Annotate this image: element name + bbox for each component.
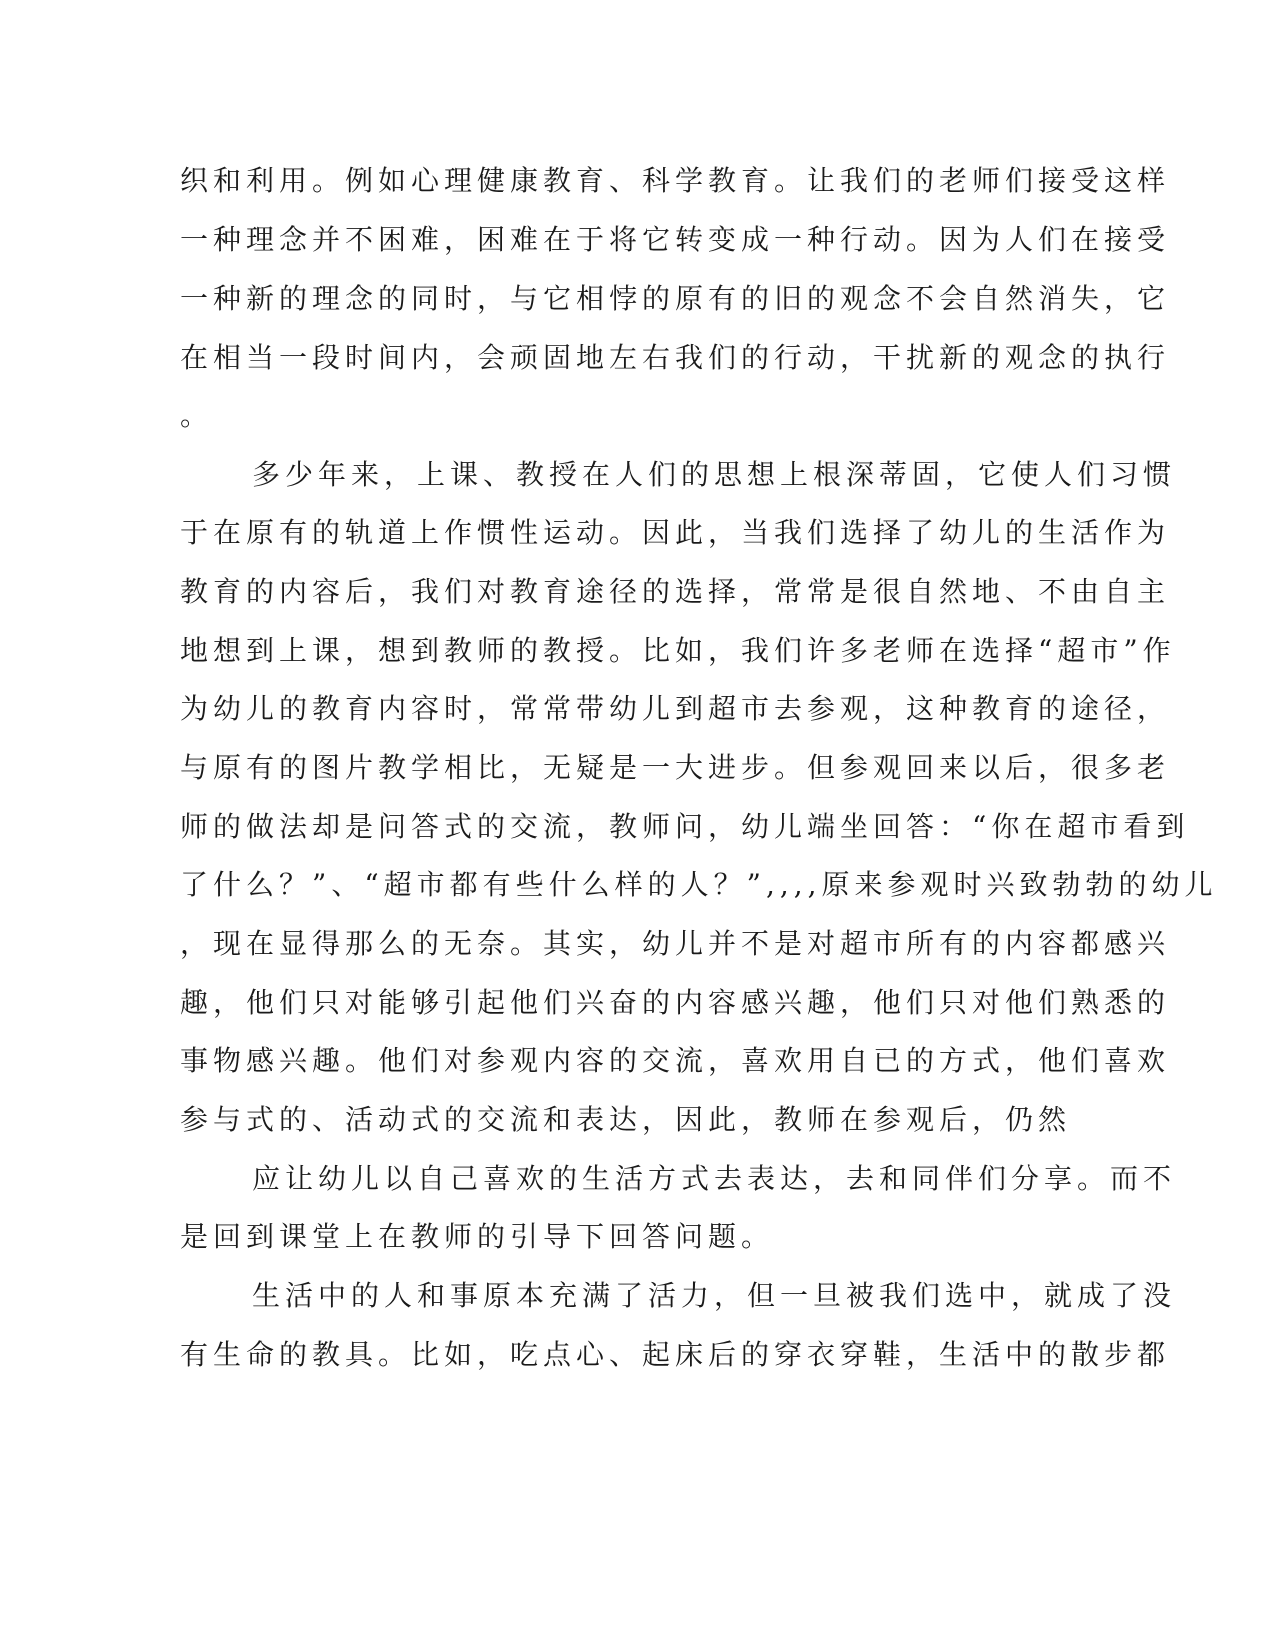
text-line: ，现在显得那么的无奈。其实，幼儿并不是对超市所有的内容都感兴 <box>180 927 1171 960</box>
text-line: 有生命的教具。比如，吃点心、起床后的穿衣穿鞋，生活中的散步都 <box>180 1338 1171 1371</box>
text-line: 生活中的人和事原本充满了活力，但一旦被我们选中，就成了没 <box>252 1279 1177 1312</box>
text-line: 师的做法却是问答式的交流，教师问，幼儿端坐回答：“你在超市看到 <box>180 810 1190 843</box>
text-line: 一种新的理念的同时，与它相悖的原有的旧的观念不会自然消失，它 <box>180 282 1171 315</box>
text-line: 趣，他们只对能够引起他们兴奋的内容感兴趣，他们只对他们熟悉的 <box>180 986 1171 1019</box>
text-line: 参与式的、活动式的交流和表达，因此，教师在参观后，仍然 <box>180 1103 1072 1136</box>
text-line: 是回到课堂上在教师的引导下回答问题。 <box>180 1220 775 1253</box>
text-line: 在相当一段时间内，会顽固地左右我们的行动，干扰新的观念的执行 <box>180 341 1171 374</box>
text-line: 。 <box>180 399 214 432</box>
text-line: 织和利用。例如心理健康教育、科学教育。让我们的老师们接受这样 <box>180 164 1171 197</box>
text-line: 多少年来，上课、教授在人们的思想上根深蒂固，它使人们习惯 <box>252 458 1177 491</box>
text-line: 与原有的图片教学相比，无疑是一大进步。但参观回来以后，很多老 <box>180 751 1171 784</box>
text-line: 事物感兴趣。他们对参观内容的交流，喜欢用自已的方式，他们喜欢 <box>180 1044 1171 1077</box>
text-line: 教育的内容后，我们对教育途径的选择，常常是很自然地、不由自主 <box>180 575 1171 608</box>
text-line: 于在原有的轨道上作惯性运动。因此，当我们选择了幼儿的生活作为 <box>180 516 1171 549</box>
text-line: 地想到上课，想到教师的教授。比如，我们许多老师在选择“超市”作 <box>180 634 1176 667</box>
text-line: 一种理念并不困难，困难在于将它转变成一种行动。因为人们在接受 <box>180 223 1171 256</box>
text-line: 了什么？”、“超市都有些什么样的人？”,,,,原来参观时兴致勃勃的幼儿 <box>180 868 1218 901</box>
text-line: 应让幼儿以自己喜欢的生活方式去表达，去和同伴们分享。而不 <box>252 1162 1177 1195</box>
text-line: 为幼儿的教育内容时，常常带幼儿到超市去参观，这种教育的途径， <box>180 692 1171 725</box>
